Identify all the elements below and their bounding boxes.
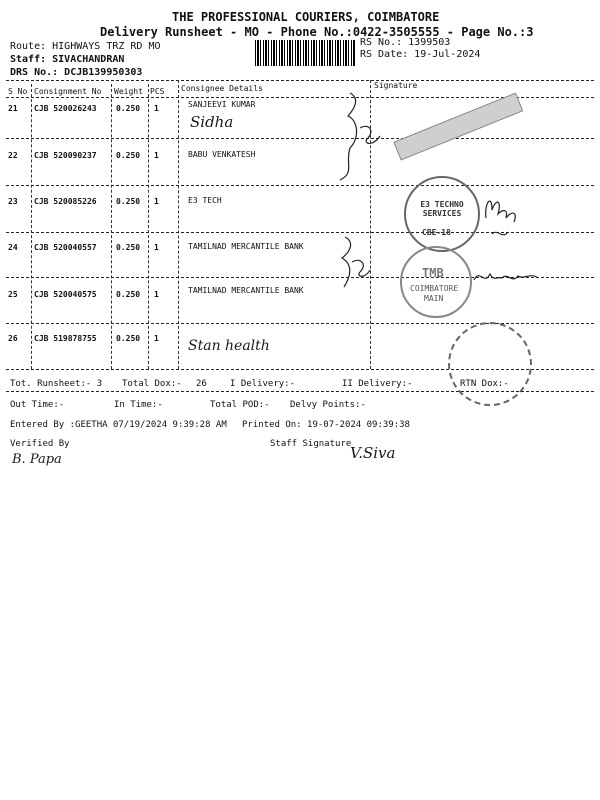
col-header-consignment: Consignment No — [34, 87, 102, 96]
row-consignee: E3 TECH — [188, 196, 222, 205]
rs-date: RS Date: 19-Jul-2024 — [360, 49, 481, 60]
entered-by: Entered By :GEETHA 07/19/2024 9:39:28 AM — [10, 420, 227, 430]
row-consignment: CJB 519878755 — [34, 334, 97, 343]
drs-number: DRS No.: DCJB139950303 — [10, 67, 143, 78]
stamp-text: COIMBATORE — [410, 284, 459, 293]
row-pcs: 1 — [154, 243, 159, 252]
signature-scribble — [330, 88, 390, 188]
row-weight: 0.250 — [116, 151, 141, 160]
company-title: THE PROFESSIONAL COURIERS, COIMBATORE — [172, 10, 440, 24]
ii-delivery: II Delivery:- — [342, 379, 413, 389]
tot-runsheet: Tot. Runsheet:- 3 — [10, 379, 103, 389]
barcode — [255, 40, 355, 66]
row-sno: 23 — [8, 197, 18, 206]
row-consignee: SANJEEVI KUMAR — [188, 100, 256, 109]
stamp-text: TMB — [422, 266, 444, 280]
rtn-dox: RTN Dox:- — [460, 379, 509, 389]
row-pcs: 1 — [154, 104, 159, 113]
out-time: Out Time:- — [10, 400, 65, 410]
total-pod: Total POD:- — [210, 400, 270, 410]
row-consignee: BABU VENKATESH — [188, 150, 256, 159]
seal-stamp — [448, 322, 532, 406]
row-rule — [6, 185, 594, 186]
row-weight: 0.250 — [116, 334, 141, 343]
route-label: Route: HIGHWAYS TRZ RD MO — [10, 41, 161, 52]
col-divider — [178, 80, 179, 369]
staff-signature-label: Staff Signature — [270, 439, 352, 449]
summary-rule — [6, 391, 594, 392]
signature-scribble — [330, 232, 380, 292]
row-consignment: CJB 520040557 — [34, 243, 97, 252]
row-consignment: CJB 520090237 — [34, 151, 97, 160]
row-rule — [6, 323, 594, 324]
col-header-weight: Weight — [114, 87, 143, 96]
stamp-text: CBE-18 — [422, 228, 451, 237]
row-weight: 0.250 — [116, 197, 141, 206]
receiver-handwritten-name: Stan health — [188, 338, 270, 354]
signature-scribble — [478, 188, 538, 246]
stamp-text: MAIN — [424, 294, 444, 303]
i-delivery: I Delivery:- — [230, 379, 296, 389]
row-consignment: CJB 520026243 — [34, 104, 97, 113]
row-consignee: TAMILNAD MERCANTILE BANK — [188, 242, 304, 251]
row-pcs: 1 — [154, 290, 159, 299]
row-weight: 0.250 — [116, 243, 141, 252]
col-divider — [31, 84, 32, 369]
col-divider — [148, 84, 149, 369]
delvy-points: Delvy Points:- — [290, 400, 366, 410]
row-weight: 0.250 — [116, 104, 141, 113]
verified-signature: B. Papa — [12, 452, 62, 467]
col-divider — [111, 84, 112, 369]
row-consignment: CJB 520040575 — [34, 290, 97, 299]
row-weight: 0.250 — [116, 290, 141, 299]
row-sno: 26 — [8, 334, 18, 343]
row-pcs: 1 — [154, 334, 159, 343]
row-pcs: 1 — [154, 197, 159, 206]
staff-handwritten-signature: V.Siva — [350, 444, 396, 462]
signature-scribble — [470, 262, 550, 292]
row-sno: 21 — [8, 104, 18, 113]
row-sno: 22 — [8, 151, 18, 160]
tmb-bank-stamp — [400, 246, 472, 318]
col-header-consignee: Consignee Details — [181, 84, 263, 93]
col-header-sno: S No — [8, 87, 28, 96]
total-dox-label: Total Dox:- — [122, 379, 182, 389]
row-sno: 25 — [8, 290, 18, 299]
printed-on: Printed On: 19-07-2024 09:39:38 — [242, 420, 410, 430]
row-sno: 24 — [8, 243, 18, 252]
col-header-signature: Signature — [374, 81, 418, 90]
stamp-text: E3 TECHNO SERVICES — [420, 200, 464, 218]
verified-by-label: Verified By — [10, 439, 70, 449]
rs-number: RS No.: 1399503 — [360, 37, 451, 48]
col-header-pcs: PCS — [150, 87, 165, 96]
row-consignee: TAMILNAD MERCANTILE BANK — [188, 286, 304, 295]
in-time: In Time:- — [114, 400, 163, 410]
staff-label: Staff: SIVACHANDRAN — [10, 54, 125, 65]
row-pcs: 1 — [154, 151, 159, 160]
runsheet-subtitle: Delivery Runsheet - MO - Phone No.:0422-3505555 - Page No.:3 — [100, 25, 534, 39]
total-dox-value: 26 — [196, 379, 207, 389]
e3-techno-services-stamp — [404, 176, 480, 252]
receiver-handwritten-name: Sidha — [190, 113, 234, 131]
row-consignment: CJB 520085226 — [34, 197, 97, 206]
